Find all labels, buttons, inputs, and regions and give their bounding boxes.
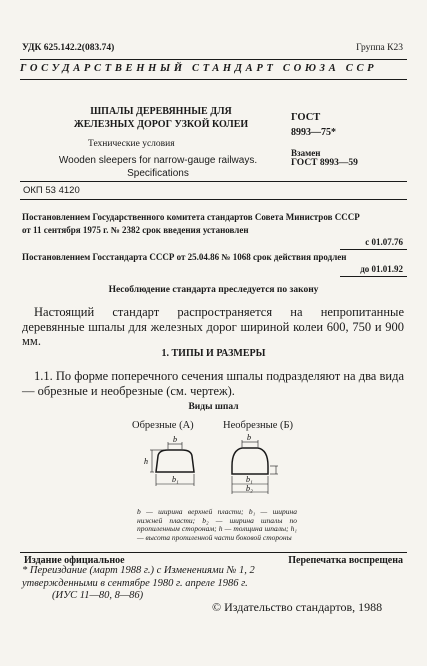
footer-rule	[20, 552, 407, 553]
figure-legend: b — ширина верхней пласти; b₁ — ширина нижней пласти; b₂ — ширина шпалы по пропиленным сторонам; h — толщина шпалы; h₁ — высота пропиленной части боковой стороны	[137, 507, 297, 542]
english-title: Wooden sleepers for narrow-gauge railways. Specifications	[58, 155, 258, 179]
dim-h-a: h	[144, 457, 148, 466]
gost-label: ГОСТ	[291, 112, 321, 123]
reprint-notice: Перепечатка воспрещена	[288, 555, 403, 566]
okp-rule	[20, 199, 407, 200]
title-rule	[20, 181, 407, 182]
ius-reference: (ИУС 11—80, 8—86)	[52, 590, 144, 601]
udk-code: УДК 625.142.2(083.74)	[22, 43, 115, 53]
tech-conditions: Технические условия	[88, 139, 175, 149]
state-standard-header: ГОСУДАРСТВЕННЫЙ СТАНДАРТ СОЮЗА ССР	[20, 63, 378, 74]
date-underline-2	[340, 276, 407, 277]
header-rule	[20, 79, 407, 80]
copyright: © Издательство стандартов, 1988	[212, 600, 383, 614]
legal-notice: Несоблюдение стандарта преследуется по закону	[108, 285, 319, 295]
document-title: ШПАЛЫ ДЕРЕВЯННЫЕ ДЛЯ ЖЕЛЕЗНЫХ ДОРОГ УЗКОЙ КОЛЕИ	[73, 106, 249, 130]
dim-b2-b: b₂	[246, 484, 253, 493]
sleeper-a-drawing	[140, 435, 220, 500]
decree-line-1: Постановлением Государственного комитета стандартов Совета Министров СССР	[22, 212, 360, 222]
section-heading: 1. ТИПЫ И РАЗМЕРЫ	[161, 348, 266, 359]
dim-b1-a: b₁	[172, 475, 179, 484]
sleeper-b-drawing	[218, 433, 298, 504]
dim-b1-b: b₁	[246, 475, 253, 484]
date-underline-1	[340, 249, 407, 250]
figure-title: Виды шпал	[188, 402, 239, 412]
paragraph-1-1: 1.1. По форме поперечного сечения шпалы подразделяют на два вида — обрезные и необрезные (см. чертеж).	[22, 369, 404, 398]
group-code: Группа К23	[356, 43, 403, 53]
instead-label: Взамен	[291, 148, 321, 158]
revision-note-2: утвержденными в сентябре 1980 г. апреле 1986 г.	[22, 578, 248, 589]
decree-line-3: Постановлением Госстандарта СССР от 25.04.86 № 1068 срок действия продлен	[22, 252, 347, 262]
decree-date-2: до 01.01.92	[360, 264, 403, 274]
decree-line-2: от 11 сентября 1975 г. № 2382 срок введения установлен	[22, 225, 249, 235]
official-edition: Издание официальное	[24, 555, 125, 566]
figure-label-b: Необрезные (Б)	[223, 420, 294, 431]
decree-date-1: с 01.07.76	[365, 237, 403, 247]
top-rule	[20, 59, 407, 60]
replaced-standard: ГОСТ 8993—59	[291, 158, 358, 168]
intro-paragraph: Настоящий стандарт распространяется на непропитанные деревянные шпалы для железных дорог шириной колеи 600, 750 и 900 мм.	[22, 305, 404, 348]
revision-note-1: * Переиздание (март 1988 г.) с Изменениями № 1, 2	[22, 565, 255, 576]
gost-number: 8993—75*	[291, 127, 336, 138]
dim-b-a: b	[173, 435, 177, 444]
dim-b-b: b	[247, 433, 251, 442]
figure-label-a: Обрезные (А)	[132, 420, 194, 431]
okp-code: ОКП 53 4120	[23, 185, 80, 196]
